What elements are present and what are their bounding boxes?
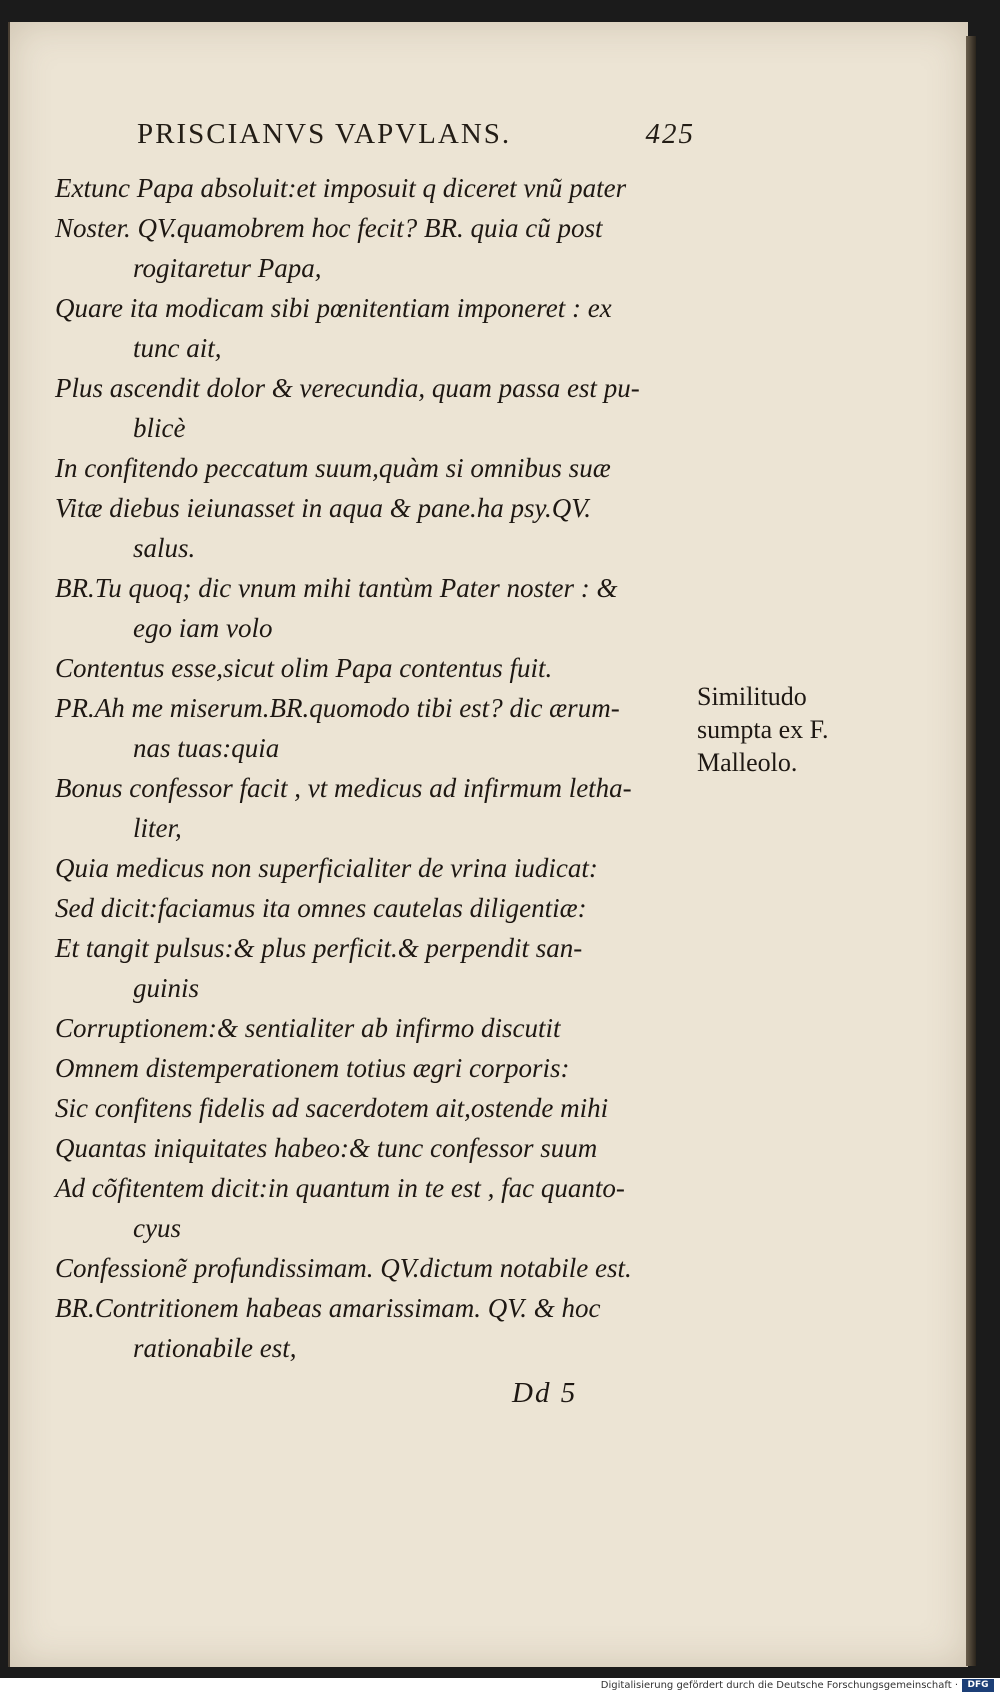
text-line: rationabile est, [133,1333,297,1363]
text-line: Bonus confessor facit , vt medicus ad infirmum letha- [55,773,632,803]
text-line: rogitaretur Papa, [133,253,322,283]
text-line: nas tuas:quia [133,733,280,763]
text-line: ego iam volo [133,613,273,643]
text-line: Ad cõfitentem dicit:in quantum in te est , fac quanto- [55,1173,625,1203]
body-text [55,168,695,1368]
page-edge [966,36,976,1666]
text-line: Plus ascendit dolor & verecundia, quam passa est pu- [55,373,640,403]
text-line: guinis [133,973,200,1003]
text-line: Omnem distemperationem totius ægri corporis: [55,1053,570,1083]
text-line: Et tangit pulsus:& plus perficit.& perpendit san- [55,933,583,963]
text-line: Confessionẽ profundissimam. QV.dictum notabile est. [55,1253,632,1283]
text-line: Extunc Papa absoluit:et imposuit q diceret vnũ pater [55,173,627,203]
text-line: Quantas iniquitates habeo:& tunc confessor suum [55,1133,598,1163]
text-line: Sed dicit:faciamus ita omnes cautelas diligentiæ: [55,893,587,923]
text-line: Noster. QV.quamobrem hoc fecit? BR. quia cũ post [55,213,603,243]
running-title: PRISCIANVS VAPVLANS. [137,118,512,150]
text-line: Quare ita modicam sibi pœnitentiam imponeret : ex [55,293,612,323]
page-number: 425 [645,118,695,150]
marginal-note [697,680,897,779]
text-line: salus. [133,533,196,563]
text-line: tunc ait, [133,333,222,363]
text-line: Corruptionem:& sentialiter ab infirmo discutit [55,1013,561,1043]
text-line: Quia medicus non superficialiter de vrina iudicat: [55,853,598,883]
text-line: liter, [133,813,182,843]
text-line: BR.Tu quoq; dic vnum mihi tantùm Pater noster : & [55,573,618,603]
text-line: Vitæ diebus ieiunasset in aqua & pane.ha psy.QV. [55,493,591,523]
page-header [125,118,695,158]
marginal-note-line: Malleolo. [697,748,798,777]
text-line: PR.Ah me miserum.BR.quomodo tibi est? dic ærum- [55,693,620,723]
digitization-footer [0,1678,1000,1693]
text-line: cyus [133,1213,181,1243]
marginal-note-line: sumpta ex F. [697,715,829,744]
text-line: blicè [133,413,186,443]
text-line: Sic confitens fidelis ad sacerdotem ait,ostende mihi [55,1093,609,1123]
footer-credit: Digitalisierung gefördert durch die Deutsche Forschungsgemeinschaft · [600,1680,958,1691]
dfg-logo: DFG [962,1679,994,1692]
marginal-note-line: Similitudo [697,682,807,711]
text-line: Contentus esse,sicut olim Papa contentus fuit. [55,653,553,683]
signature-mark: Dd 5 [512,1377,578,1409]
text-line: In confitendo peccatum suum,quàm si omnibus suæ [55,453,611,483]
text-line: BR.Contritionem habeas amarissimam. QV. & hoc [55,1293,601,1323]
